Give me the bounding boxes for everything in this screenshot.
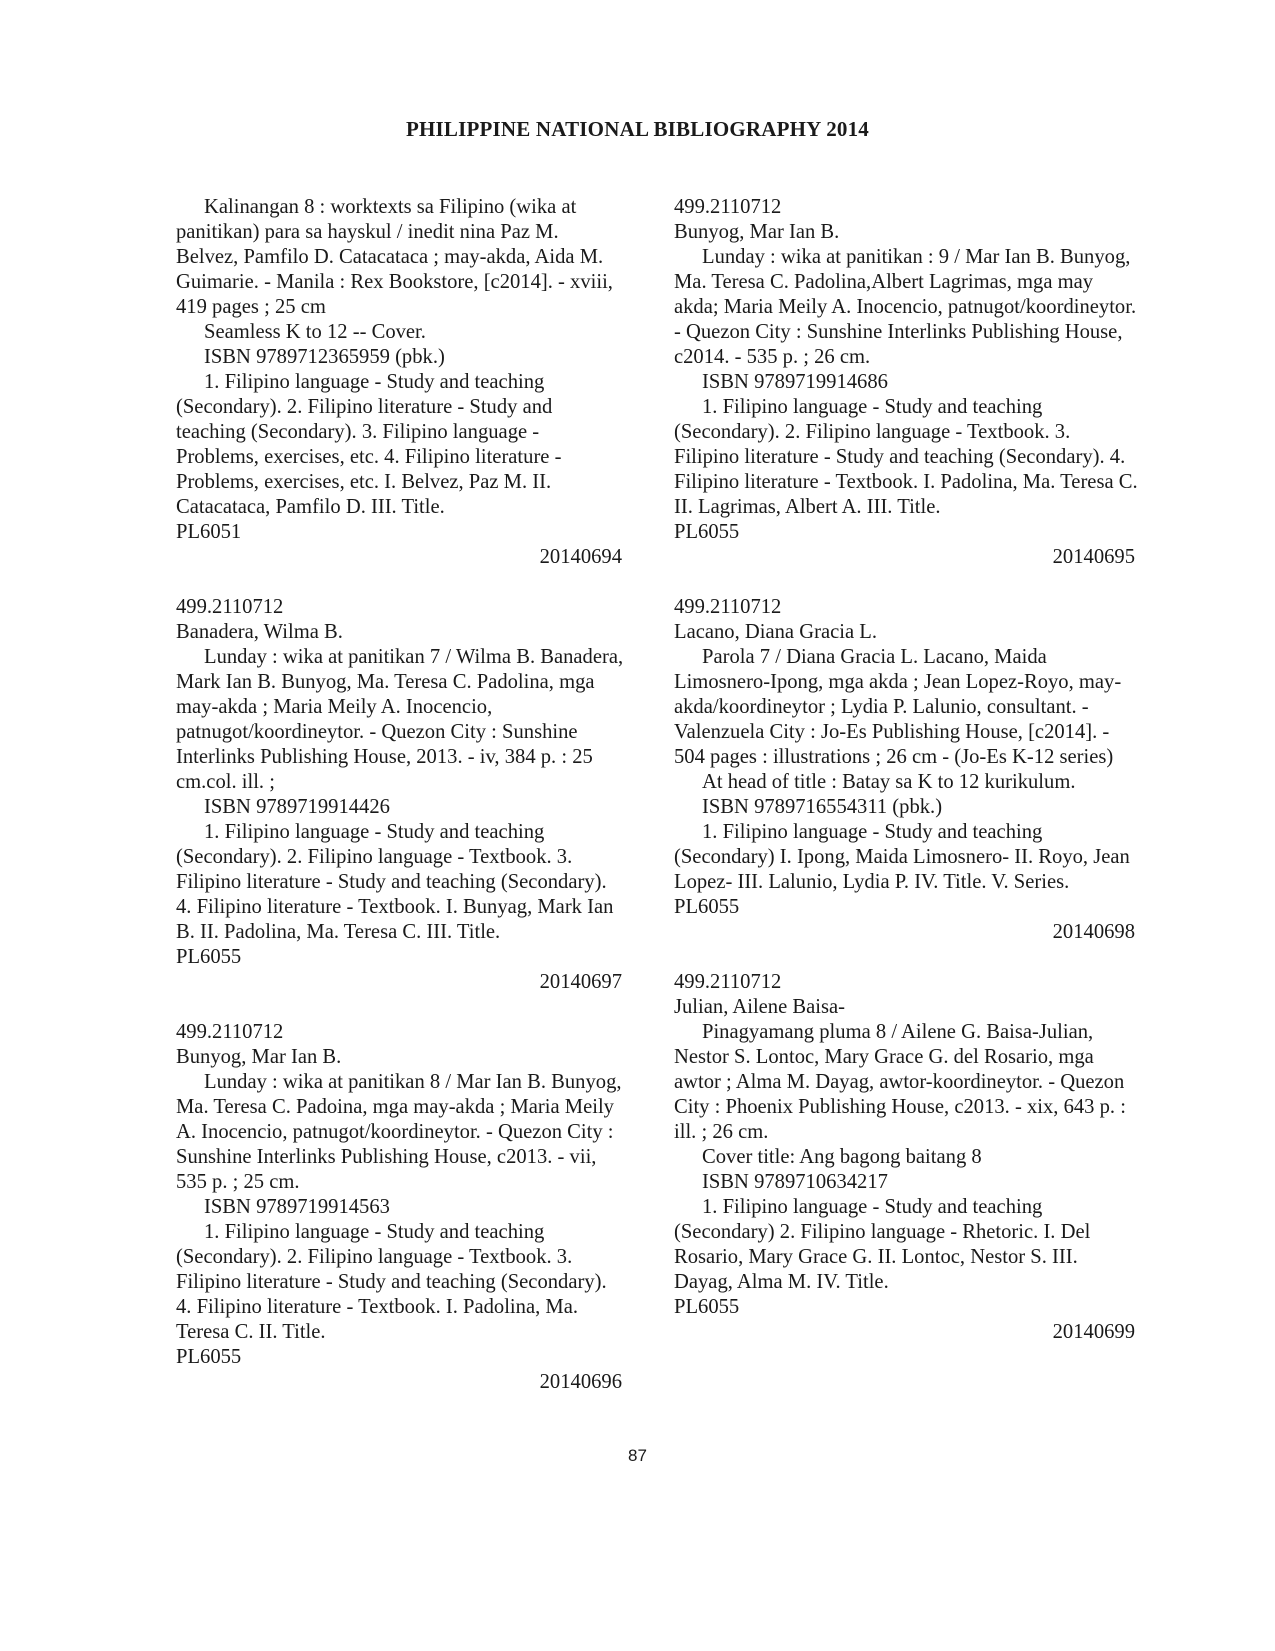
note: Cover title: Ang bagong baitang 8 [702, 1146, 982, 1168]
lc-class-number: PL6051 [176, 521, 242, 543]
right-column [674, 195, 1139, 1370]
left-column [176, 195, 626, 1420]
author-heading: Bunyog, Mar Ian B. [176, 1046, 342, 1068]
isbn: ISBN 9789710634217 [702, 1171, 888, 1193]
accession-number: 20140696 [539, 1371, 622, 1393]
lc-class-number: PL6055 [176, 1346, 242, 1368]
call-number: 499.2110712 [674, 196, 782, 218]
lc-class-number: PL6055 [674, 521, 740, 543]
accession-number: 20140697 [539, 971, 622, 993]
accession-number: 20140698 [1052, 921, 1135, 943]
title-statement: Parola 7 / Diana Gracia L. Lacano, Maida Limosnero-Ipong, mga akda ; Jean Lopez-Royo, may-akda/koordineytor ; Lydia P. Lalunio, consultant. - Valenzuela City : Jo-Es Publishing House, [c2014]. - 504 pages : illustrations ; 26 cm - (Jo-Es K-12 series) [674, 646, 1122, 768]
lc-class-number: PL6055 [674, 1296, 740, 1318]
title-statement: Kalinangan 8 : worktexts sa Filipino (wika at panitikan) para sa hayskul / inedit nina Paz M. Belvez, Pamfilo D. Catacataca ; may-akda, Aida M. Guimarie. - Manila : Rex Bookstore, [c2014]. - xviii, 419 pages ; 25 cm [176, 196, 613, 318]
subject-headings: 1. Filipino language - Study and teaching (Secondary). 2. Filipino language - Textbook. 3. Filipino literature - Study and teaching (Secondary). 4. Filipino literature - Textbook. I. Bunyag, Mark Ian B. II. Padolina, Ma. Teresa C. III. Title. [176, 821, 614, 943]
subject-headings: 1. Filipino language - Study and teaching (Secondary). 2. Filipino language - Textbook. 3. Filipino literature - Study and teaching (Secondary). 4. Filipino literature - Textbook. I. Padolina, Ma. Teresa C. II. Title. [176, 1221, 607, 1343]
subject-headings: 1. Filipino language - Study and teaching (Secondary) I. Ipong, Maida Limosnero- II. Royo, Jean Lopez- III. Lalunio, Lydia P. IV. Title. V. Series. [674, 821, 1130, 893]
bibliographic-entry [674, 970, 1139, 1345]
isbn: ISBN 9789712365959 (pbk.) [204, 346, 445, 368]
bibliographic-entry [674, 195, 1139, 570]
page-title: PHILIPPINE NATIONAL BIBLIOGRAPHY 2014 [405, 117, 870, 141]
call-number: 499.2110712 [176, 596, 284, 618]
bibliographic-entry [176, 195, 626, 570]
bibliographic-entry [176, 1020, 626, 1395]
isbn: ISBN 9789719914686 [702, 371, 888, 393]
title-statement: Pinagyamang pluma 8 / Ailene G. Baisa-Julian, Nestor S. Lontoc, Mary Grace G. del Rosario, mga awtor ; Alma M. Dayag, awtor-koordineytor. - Quezon City : Phoenix Publishing House, c2013. - xix, 643 p. : ill. ; 26 cm. [674, 1021, 1126, 1143]
isbn: ISBN 9789719914426 [204, 796, 390, 818]
subject-headings: 1. Filipino language - Study and teaching (Secondary) 2. Filipino language - Rhetoric. I. Del Rosario, Mary Grace G. II. Lontoc, Nestor S. III. Dayag, Alma M. IV. Title. [674, 1196, 1091, 1293]
call-number: 499.2110712 [176, 1021, 284, 1043]
author-heading: Lacano, Diana Gracia L. [674, 621, 877, 643]
subject-headings: 1. Filipino language - Study and teaching (Secondary). 2. Filipino language - Textbook. 3. Filipino literature - Study and teaching (Secondary). 4. Filipino literature - Textbook. I. Padolina, Ma. Teresa C. II. Lagrimas, Albert A. III. Title. [674, 396, 1138, 518]
page-number: 87 [628, 1446, 647, 1465]
isbn: ISBN 9789719914563 [204, 1196, 390, 1218]
title-statement: Lunday : wika at panitikan 7 / Wilma B. Banadera, Mark Ian B. Bunyog, Ma. Teresa C. Padolina, mga may-akda ; Maria Meily A. Inocencio, patnugot/koordineytor. - Quezon City : Sunshine Interlinks Publishing House, 2013. - iv, 384 p. : 25 cm.col. ill. ; [176, 646, 624, 793]
call-number: 499.2110712 [674, 596, 782, 618]
title-statement: Lunday : wika at panitikan : 9 / Mar Ian B. Bunyog, Ma. Teresa C. Padolina,Albert Lagrimas, mga may akda; Maria Meily A. Inocencio, patnugot/koordineytor. - Quezon City : Sunshine Interlinks Publishing House, c2014. - 535 p. ; 26 cm. [674, 246, 1137, 368]
call-number: 499.2110712 [674, 971, 782, 993]
note: Seamless K to 12 -- Cover. [204, 321, 426, 343]
author-heading: Banadera, Wilma B. [176, 621, 343, 643]
accession-number: 20140695 [1052, 546, 1135, 568]
accession-number: 20140694 [539, 546, 622, 568]
subject-headings: 1. Filipino language - Study and teaching (Secondary). 2. Filipino literature - Study and teaching (Secondary). 3. Filipino language - Problems, exercises, etc. 4. Filipino literature - Problems, exercises, etc. I. Belvez, Paz M. II. Catacataca, Pamfilo D. III. Title. [176, 371, 562, 518]
isbn: ISBN 9789716554311 (pbk.) [702, 796, 943, 818]
accession-number: 20140699 [1052, 1321, 1135, 1343]
author-heading: Bunyog, Mar Ian B. [674, 221, 840, 243]
bibliographic-entry [674, 595, 1139, 945]
note: At head of title : Batay sa K to 12 kurikulum. [702, 771, 1076, 793]
author-heading: Julian, Ailene Baisa- [674, 996, 846, 1018]
lc-class-number: PL6055 [176, 946, 242, 968]
lc-class-number: PL6055 [674, 896, 740, 918]
title-statement: Lunday : wika at panitikan 8 / Mar Ian B. Bunyog, Ma. Teresa C. Padoina, mga may-akda ; Maria Meily A. Inocencio, patnugot/koordineytor. - Quezon City : Sunshine Interlinks Publishing House, c2013. - vii, 535 p. ; 25 cm. [176, 1071, 622, 1193]
bibliographic-entry [176, 595, 626, 995]
